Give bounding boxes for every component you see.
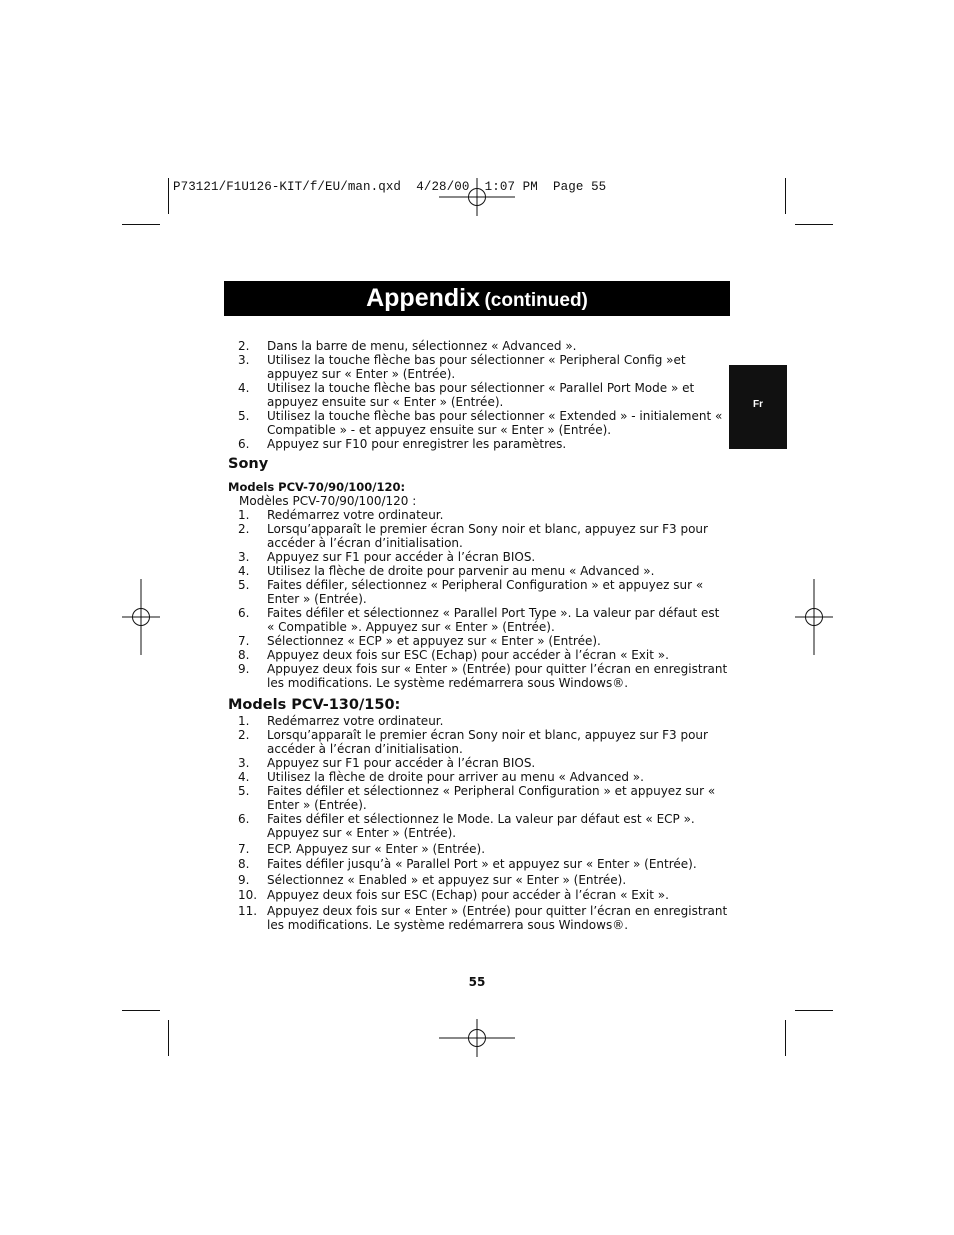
list-item-text: Sélectionnez « ECP » et appuyez sur « Enter » (Entrée).: [267, 634, 601, 648]
list-item-number: 3.: [238, 550, 250, 564]
list-item-number: 3.: [238, 353, 250, 367]
list-item-text: Redémarrez votre ordinateur.: [267, 714, 444, 728]
list-item-text: Faites défiler, sélectionnez « Peripheral Configuration » et appuyez sur « Enter » (Entrée).: [267, 578, 704, 606]
list-item-text: Appuyez sur F1 pour accéder à l’écran BIOS.: [267, 550, 536, 564]
list-item-number: 1.: [238, 714, 250, 728]
list-item-text: Appuyez sur F1 pour accéder à l’écran BIOS.: [267, 756, 536, 770]
list-item-number: 9.: [238, 872, 250, 887]
list-item: [228, 784, 728, 812]
list-item-text: Utilisez la touche flèche bas pour sélectionner « Extended » - initialement « Compatible » - et appuyez ensuite sur « Enter » (Entrée).: [267, 409, 723, 437]
crop-mark: [785, 178, 786, 214]
list-item-number: 7.: [238, 841, 250, 856]
list-item-number: 4.: [238, 564, 250, 578]
list-item: [228, 339, 728, 353]
list-item-number: 5.: [238, 578, 250, 592]
list-item: [228, 648, 728, 662]
list-item-text: Faites défiler et sélectionnez « Parallel Port Type ». La valeur par défaut est « Compatible ». Appuyez sur « Enter » (Entrée).: [267, 606, 720, 634]
list-item: [228, 904, 728, 932]
subsection-heading-models-1: Models PCV-70/90/100/120:: [228, 480, 406, 494]
list-item: [228, 353, 728, 381]
page-title-bar: [224, 281, 730, 316]
list-item-text: Lorsqu’apparaît le premier écran Sony noir et blanc, appuyez sur F3 pour accéder à l’écran d’initialisation.: [267, 728, 708, 756]
page-title-continued: (continued): [484, 290, 588, 311]
list-item-text: Faites défiler et sélectionnez le Mode. La valeur par défaut est « ECP ». Appuyez sur « Enter » (Entrée).: [267, 812, 695, 840]
list-item: [228, 634, 728, 648]
crop-mark: [795, 224, 833, 225]
list-item-text: Utilisez la flèche de droite pour parvenir au menu « Advanced ».: [267, 564, 655, 578]
list-item-number: 6.: [238, 437, 250, 451]
list-item-text: Lorsqu’apparaît le premier écran Sony noir et blanc, appuyez sur F3 pour accéder à l’écran d’initialisation.: [267, 522, 708, 550]
list-item-number: 2.: [238, 339, 250, 353]
steps-list-models-1: [228, 508, 728, 690]
list-item-number: 11.: [238, 903, 258, 918]
list-item-number: 7.: [238, 634, 250, 648]
subsection-heading-models-2: Models PCV-130/150:: [228, 697, 401, 713]
subsection-intro: Modèles PCV-70/90/100/120 :: [239, 494, 417, 508]
list-item: [228, 728, 728, 756]
list-item-number: 5.: [238, 409, 250, 423]
list-item: [228, 770, 728, 784]
list-item: [228, 437, 728, 451]
list-item: [228, 857, 728, 871]
list-item: [228, 842, 728, 856]
list-item-number: 2.: [238, 728, 250, 742]
list-item-text: Faites défiler jusqu’à « Parallel Port » et appuyez sur « Enter » (Entrée).: [267, 857, 697, 871]
list-item-text: Dans la barre de menu, sélectionnez « Advanced ».: [267, 339, 577, 353]
list-item: [228, 578, 728, 606]
list-item-number: 1.: [238, 508, 250, 522]
list-item-number: 5.: [238, 784, 250, 798]
list-item-number: 8.: [238, 857, 250, 871]
list-item: [228, 508, 728, 522]
list-item: [228, 812, 728, 840]
list-item: [228, 564, 728, 578]
list-item-number: 8.: [238, 648, 250, 662]
list-item-text: Appuyez deux fois sur ESC (Echap) pour accéder à l’écran « Exit ».: [267, 648, 669, 662]
crop-mark: [785, 1020, 786, 1056]
page-number: 55: [468, 975, 486, 989]
list-item-text: Appuyez deux fois sur ESC (Echap) pour accéder à l’écran « Exit ».: [267, 888, 669, 902]
list-item-number: 4.: [238, 381, 250, 395]
crop-mark: [168, 1020, 169, 1056]
language-tab: [729, 365, 787, 449]
list-item: [228, 606, 728, 634]
list-item-number: 9.: [238, 662, 250, 676]
list-item-text: Appuyez deux fois sur « Enter » (Entrée) pour quitter l’écran en enregistrant les modifications. Le système redémarrera sous Windows®.: [267, 662, 728, 690]
list-item: [228, 888, 728, 902]
steps-list-models-2: [228, 714, 728, 932]
list-item: [228, 522, 728, 550]
section-heading-sony: Sony: [228, 456, 269, 472]
crop-mark: [122, 1010, 160, 1011]
list-item-text: Utilisez la touche flèche bas pour sélectionner « Peripheral Config »et appuyez sur « Enter » (Entrée).: [267, 353, 686, 381]
registration-mark-top: [439, 178, 515, 216]
list-item: [228, 550, 728, 564]
list-item-text: Appuyez deux fois sur « Enter » (Entrée) pour quitter l’écran en enregistrant les modifications. Le système redémarrera sous Windows®.: [267, 903, 728, 932]
list-item-text: ECP. Appuyez sur « Enter » (Entrée).: [267, 841, 486, 856]
language-tab-label: Fr: [753, 399, 763, 410]
list-item: [228, 714, 728, 728]
list-item-number: 6.: [238, 812, 250, 826]
list-item: [228, 381, 728, 409]
list-item-number: 10.: [238, 888, 258, 902]
list-item-text: Appuyez sur F10 pour enregistrer les paramètres.: [267, 437, 567, 451]
registration-mark-right: [795, 579, 833, 655]
steps-list-bios: [228, 339, 728, 451]
list-item: [228, 662, 728, 690]
list-item-text: Redémarrez votre ordinateur.: [267, 508, 444, 522]
list-item-text: Faites défiler et sélectionnez « Peripheral Configuration » et appuyez sur « Enter » (Entrée).: [267, 784, 716, 812]
list-item-text: Utilisez la touche flèche bas pour sélectionner « Parallel Port Mode » et appuyez ensuite sur « Enter » (Entrée).: [267, 381, 695, 409]
crop-mark: [122, 224, 160, 225]
list-item: [228, 409, 728, 437]
crop-mark: [168, 178, 169, 214]
print-slug: P73121/F1U126-KIT/f/EU/man.qxd 4/28/00 1:07 PM Page 55: [173, 180, 607, 194]
list-item-text: Utilisez la flèche de droite pour arriver au menu « Advanced ».: [267, 770, 644, 784]
document-body: [228, 339, 728, 932]
registration-mark-bottom: [439, 1019, 515, 1057]
registration-mark-left: [122, 579, 160, 655]
page-title: Appendix: [366, 284, 480, 312]
list-item-number: 6.: [238, 606, 250, 620]
list-item-number: 3.: [238, 756, 250, 770]
list-item-text: Sélectionnez « Enabled » et appuyez sur « Enter » (Entrée).: [267, 872, 627, 887]
list-item-number: 4.: [238, 770, 250, 784]
list-item-number: 2.: [238, 522, 250, 536]
list-item: [228, 873, 728, 887]
list-item: [228, 756, 728, 770]
crop-mark: [795, 1010, 833, 1011]
